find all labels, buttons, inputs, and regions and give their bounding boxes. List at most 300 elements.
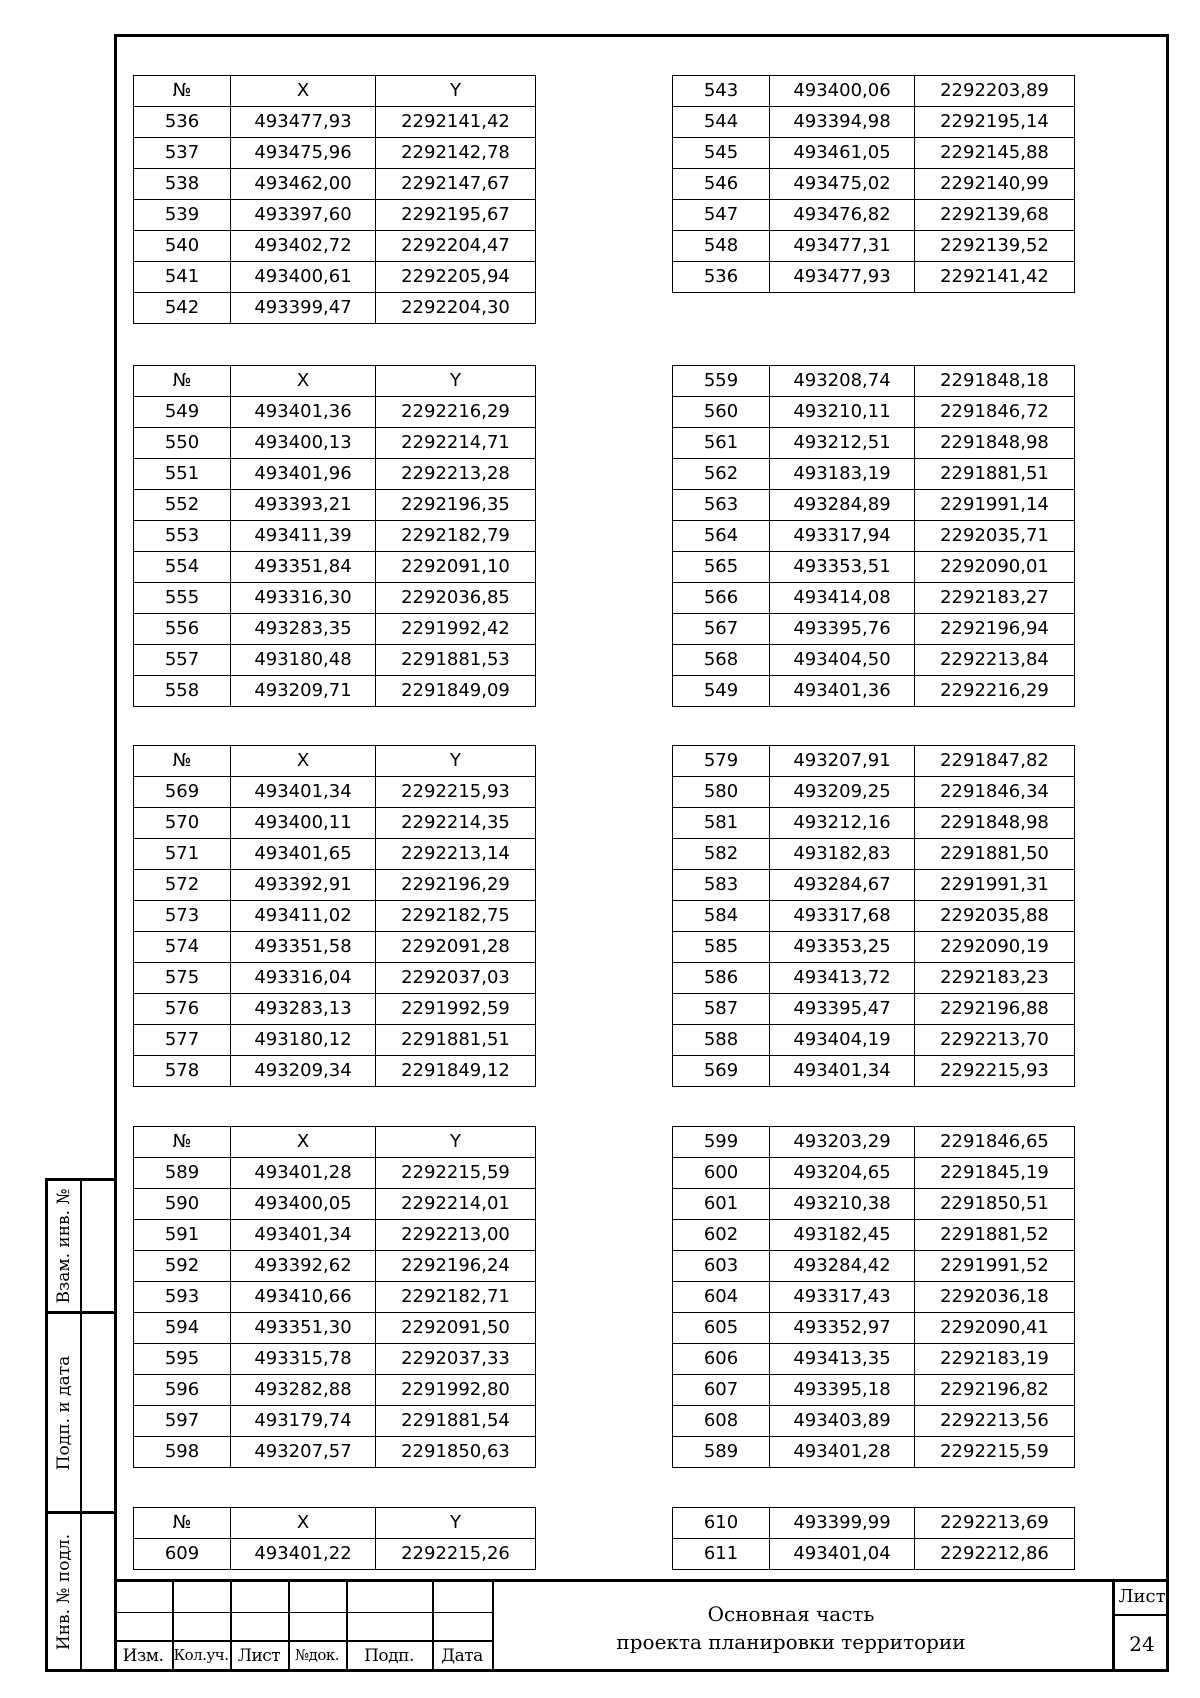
point-number: 606 — [673, 1344, 770, 1375]
table-row — [134, 1251, 536, 1282]
x-coordinate: 493395,76 — [770, 614, 915, 645]
table-row — [673, 1406, 1075, 1437]
table-row — [134, 293, 536, 324]
sheet-box — [1112, 1582, 1169, 1672]
y-coordinate: 2292091,28 — [376, 932, 536, 963]
x-coordinate: 493401,04 — [770, 1539, 915, 1570]
x-coordinate: 493401,28 — [231, 1158, 376, 1189]
x-coordinate: 493400,61 — [231, 262, 376, 293]
table-row — [134, 200, 536, 231]
table-header-row — [134, 76, 536, 107]
point-number: 568 — [673, 645, 770, 676]
point-number: 539 — [134, 200, 231, 231]
x-coordinate: 493316,04 — [231, 963, 376, 994]
table-row — [134, 1056, 536, 1087]
table-row — [673, 552, 1075, 583]
x-coordinate: 493400,05 — [231, 1189, 376, 1220]
table-row — [673, 994, 1075, 1025]
table-row — [673, 901, 1075, 932]
header-x: X — [231, 366, 376, 397]
coordinate-table-left — [133, 365, 536, 707]
x-coordinate: 493404,19 — [770, 1025, 915, 1056]
y-coordinate: 2292213,69 — [915, 1508, 1075, 1539]
x-coordinate: 493414,08 — [770, 583, 915, 614]
point-number: 577 — [134, 1025, 231, 1056]
table-row — [673, 366, 1075, 397]
table-row — [134, 583, 536, 614]
x-coordinate: 493212,16 — [770, 808, 915, 839]
x-coordinate: 493395,18 — [770, 1375, 915, 1406]
x-coordinate: 493392,91 — [231, 870, 376, 901]
y-coordinate: 2291881,51 — [376, 1025, 536, 1056]
x-coordinate: 493475,96 — [231, 138, 376, 169]
table-row — [673, 107, 1075, 138]
table-row — [673, 169, 1075, 200]
y-coordinate: 2292204,30 — [376, 293, 536, 324]
table-row — [134, 1313, 536, 1344]
table-row — [134, 490, 536, 521]
point-number: 572 — [134, 870, 231, 901]
table-row — [134, 1189, 536, 1220]
y-coordinate: 2292195,67 — [376, 200, 536, 231]
x-coordinate: 493411,02 — [231, 901, 376, 932]
point-number: 597 — [134, 1406, 231, 1437]
point-number: 607 — [673, 1375, 770, 1406]
point-number: 593 — [134, 1282, 231, 1313]
point-number: 569 — [134, 777, 231, 808]
x-coordinate: 493284,42 — [770, 1251, 915, 1282]
header-y: Y — [376, 746, 536, 777]
coordinate-table-right — [672, 365, 1075, 707]
header-num: № — [134, 76, 231, 107]
point-number: 570 — [134, 808, 231, 839]
table-row — [134, 994, 536, 1025]
x-coordinate: 493392,62 — [231, 1251, 376, 1282]
x-coordinate: 493476,82 — [770, 200, 915, 231]
table-row — [673, 932, 1075, 963]
y-coordinate: 2292182,71 — [376, 1282, 536, 1313]
y-coordinate: 2292203,89 — [915, 76, 1075, 107]
side-stamp-strip — [45, 1178, 114, 1672]
table-row — [134, 1437, 536, 1468]
stamp-col-podp: Подп. — [364, 1646, 414, 1666]
stamp-col-kolich: Кол.уч. — [173, 1646, 229, 1664]
x-coordinate: 493208,74 — [770, 366, 915, 397]
y-coordinate: 2292141,42 — [376, 107, 536, 138]
table-row — [134, 1406, 536, 1437]
y-coordinate: 2292139,52 — [915, 231, 1075, 262]
table-row — [134, 138, 536, 169]
table-header-row — [134, 1508, 536, 1539]
table-row — [673, 676, 1075, 707]
point-number: 557 — [134, 645, 231, 676]
x-coordinate: 493475,02 — [770, 169, 915, 200]
table-row — [673, 1025, 1075, 1056]
y-coordinate: 2292035,71 — [915, 521, 1075, 552]
y-coordinate: 2292036,85 — [376, 583, 536, 614]
table-row — [673, 1437, 1075, 1468]
table-row — [134, 932, 536, 963]
x-coordinate: 493399,99 — [770, 1508, 915, 1539]
y-coordinate: 2292183,23 — [915, 963, 1075, 994]
table-row — [673, 1220, 1075, 1251]
x-coordinate: 493401,96 — [231, 459, 376, 490]
table-row — [134, 676, 536, 707]
coordinate-table-right — [672, 1507, 1075, 1570]
y-coordinate: 2291881,52 — [915, 1220, 1075, 1251]
x-coordinate: 493401,34 — [231, 777, 376, 808]
table-row — [673, 1282, 1075, 1313]
x-coordinate: 493283,35 — [231, 614, 376, 645]
x-coordinate: 493403,89 — [770, 1406, 915, 1437]
table-row — [673, 645, 1075, 676]
header-y: Y — [376, 76, 536, 107]
point-number: 587 — [673, 994, 770, 1025]
table-header-row — [134, 746, 536, 777]
y-coordinate: 2292140,99 — [915, 169, 1075, 200]
table-row — [673, 583, 1075, 614]
table-row — [134, 839, 536, 870]
y-coordinate: 2291881,50 — [915, 839, 1075, 870]
point-number: 559 — [673, 366, 770, 397]
y-coordinate: 2292037,33 — [376, 1344, 536, 1375]
point-number: 543 — [673, 76, 770, 107]
point-number: 569 — [673, 1056, 770, 1087]
y-coordinate: 2291848,98 — [915, 808, 1075, 839]
table-row — [134, 1344, 536, 1375]
point-number: 537 — [134, 138, 231, 169]
point-number: 553 — [134, 521, 231, 552]
x-coordinate: 493179,74 — [231, 1406, 376, 1437]
point-number: 576 — [134, 994, 231, 1025]
point-number: 588 — [673, 1025, 770, 1056]
table-row — [134, 901, 536, 932]
table-row — [673, 1158, 1075, 1189]
y-coordinate: 2292141,42 — [915, 262, 1075, 293]
y-coordinate: 2292204,47 — [376, 231, 536, 262]
table-row — [673, 777, 1075, 808]
x-coordinate: 493207,57 — [231, 1437, 376, 1468]
x-coordinate: 493400,11 — [231, 808, 376, 839]
x-coordinate: 493182,83 — [770, 839, 915, 870]
y-coordinate: 2291881,53 — [376, 645, 536, 676]
table-row — [673, 614, 1075, 645]
point-number: 548 — [673, 231, 770, 262]
x-coordinate: 493461,05 — [770, 138, 915, 169]
stamp-col-data: Дата — [441, 1646, 483, 1666]
y-coordinate: 2291992,80 — [376, 1375, 536, 1406]
table-row — [673, 1508, 1075, 1539]
y-coordinate: 2292182,79 — [376, 521, 536, 552]
table-row — [673, 1313, 1075, 1344]
y-coordinate: 2292215,59 — [376, 1158, 536, 1189]
table-row — [673, 76, 1075, 107]
table-row — [673, 428, 1075, 459]
y-coordinate: 2292090,41 — [915, 1313, 1075, 1344]
y-coordinate: 2292182,75 — [376, 901, 536, 932]
table-row — [673, 262, 1075, 293]
x-coordinate: 493395,47 — [770, 994, 915, 1025]
point-number: 546 — [673, 169, 770, 200]
table-row — [134, 169, 536, 200]
table-row — [673, 397, 1075, 428]
x-coordinate: 493284,67 — [770, 870, 915, 901]
table-row — [134, 428, 536, 459]
y-coordinate: 2292213,70 — [915, 1025, 1075, 1056]
table-row — [673, 839, 1075, 870]
table-row — [134, 231, 536, 262]
point-number: 604 — [673, 1282, 770, 1313]
y-coordinate: 2292214,71 — [376, 428, 536, 459]
y-coordinate: 2292196,29 — [376, 870, 536, 901]
y-coordinate: 2292196,24 — [376, 1251, 536, 1282]
table-row — [134, 1158, 536, 1189]
y-coordinate: 2292196,88 — [915, 994, 1075, 1025]
x-coordinate: 493180,12 — [231, 1025, 376, 1056]
header-x: X — [231, 1127, 376, 1158]
x-coordinate: 493317,68 — [770, 901, 915, 932]
point-number: 561 — [673, 428, 770, 459]
point-number: 610 — [673, 1508, 770, 1539]
point-number: 574 — [134, 932, 231, 963]
table-row — [134, 645, 536, 676]
x-coordinate: 493204,65 — [770, 1158, 915, 1189]
y-coordinate: 2291846,72 — [915, 397, 1075, 428]
table-row — [134, 808, 536, 839]
x-coordinate: 493351,84 — [231, 552, 376, 583]
x-coordinate: 493404,50 — [770, 645, 915, 676]
x-coordinate: 493410,66 — [231, 1282, 376, 1313]
y-coordinate: 2291992,59 — [376, 994, 536, 1025]
point-number: 562 — [673, 459, 770, 490]
y-coordinate: 2292139,68 — [915, 200, 1075, 231]
sheet-label: Лист — [1118, 1586, 1166, 1607]
point-number: 601 — [673, 1189, 770, 1220]
y-coordinate: 2291881,51 — [915, 459, 1075, 490]
point-number: 538 — [134, 169, 231, 200]
header-num: № — [134, 366, 231, 397]
header-y: Y — [376, 366, 536, 397]
y-coordinate: 2291848,18 — [915, 366, 1075, 397]
x-coordinate: 493351,30 — [231, 1313, 376, 1344]
y-coordinate: 2292142,78 — [376, 138, 536, 169]
table-row — [673, 521, 1075, 552]
y-coordinate: 2292196,94 — [915, 614, 1075, 645]
table-row — [673, 1344, 1075, 1375]
title-block — [114, 1579, 1169, 1672]
x-coordinate: 493317,94 — [770, 521, 915, 552]
y-coordinate: 2291847,82 — [915, 746, 1075, 777]
point-number: 590 — [134, 1189, 231, 1220]
table-row — [134, 614, 536, 645]
y-coordinate: 2292183,19 — [915, 1344, 1075, 1375]
x-coordinate: 493203,29 — [770, 1127, 915, 1158]
y-coordinate: 2291846,65 — [915, 1127, 1075, 1158]
y-coordinate: 2291849,12 — [376, 1056, 536, 1087]
point-number: 578 — [134, 1056, 231, 1087]
table-row — [673, 459, 1075, 490]
document-title-line2: проекта планировки территории — [616, 1630, 966, 1654]
x-coordinate: 493283,13 — [231, 994, 376, 1025]
point-number: 566 — [673, 583, 770, 614]
x-coordinate: 493413,72 — [770, 963, 915, 994]
table-row — [134, 870, 536, 901]
point-number: 536 — [673, 262, 770, 293]
point-number: 605 — [673, 1313, 770, 1344]
y-coordinate: 2291846,34 — [915, 777, 1075, 808]
coordinate-table-right — [672, 75, 1075, 293]
point-number: 589 — [673, 1437, 770, 1468]
x-coordinate: 493315,78 — [231, 1344, 376, 1375]
side-label-podp: Подп. и дата — [54, 1355, 74, 1470]
table-row — [134, 777, 536, 808]
point-number: 560 — [673, 397, 770, 428]
point-number: 592 — [134, 1251, 231, 1282]
x-coordinate: 493401,36 — [770, 676, 915, 707]
y-coordinate: 2292037,03 — [376, 963, 536, 994]
table-row — [673, 138, 1075, 169]
table-row — [134, 1025, 536, 1056]
point-number: 573 — [134, 901, 231, 932]
y-coordinate: 2292213,14 — [376, 839, 536, 870]
point-number: 564 — [673, 521, 770, 552]
table-row — [673, 808, 1075, 839]
stamp-col-ndok: №док. — [294, 1646, 340, 1664]
x-coordinate: 493401,34 — [770, 1056, 915, 1087]
title-block-grid — [114, 1582, 494, 1672]
point-number: 542 — [134, 293, 231, 324]
header-num: № — [134, 1127, 231, 1158]
table-row — [134, 1539, 536, 1570]
table-row — [134, 963, 536, 994]
y-coordinate: 2291991,52 — [915, 1251, 1075, 1282]
x-coordinate: 493207,91 — [770, 746, 915, 777]
x-coordinate: 493282,88 — [231, 1375, 376, 1406]
header-x: X — [231, 1508, 376, 1539]
point-number: 555 — [134, 583, 231, 614]
x-coordinate: 493411,39 — [231, 521, 376, 552]
y-coordinate: 2292215,26 — [376, 1539, 536, 1570]
x-coordinate: 493353,25 — [770, 932, 915, 963]
header-num: № — [134, 746, 231, 777]
coordinate-table-left — [133, 1126, 536, 1468]
x-coordinate: 493183,19 — [770, 459, 915, 490]
x-coordinate: 493316,30 — [231, 583, 376, 614]
point-number: 580 — [673, 777, 770, 808]
x-coordinate: 493393,21 — [231, 490, 376, 521]
table-row — [134, 262, 536, 293]
y-coordinate: 2292212,86 — [915, 1539, 1075, 1570]
y-coordinate: 2291845,19 — [915, 1158, 1075, 1189]
table-row — [134, 1375, 536, 1406]
table-row — [673, 1189, 1075, 1220]
x-coordinate: 493209,71 — [231, 676, 376, 707]
coordinate-table-left — [133, 745, 536, 1087]
x-coordinate: 493401,65 — [231, 839, 376, 870]
stamp-col-izm: Изм. — [122, 1646, 164, 1666]
point-number: 558 — [134, 676, 231, 707]
y-coordinate: 2292215,93 — [376, 777, 536, 808]
header-x: X — [231, 76, 376, 107]
y-coordinate: 2291849,09 — [376, 676, 536, 707]
x-coordinate: 493401,22 — [231, 1539, 376, 1570]
table-row — [673, 963, 1075, 994]
x-coordinate: 493477,93 — [770, 262, 915, 293]
table-row — [673, 200, 1075, 231]
y-coordinate: 2292196,82 — [915, 1375, 1075, 1406]
point-number: 583 — [673, 870, 770, 901]
document-title — [496, 1600, 1086, 1656]
point-number: 545 — [673, 138, 770, 169]
header-y: Y — [376, 1508, 536, 1539]
point-number: 585 — [673, 932, 770, 963]
table-row — [134, 397, 536, 428]
y-coordinate: 2292215,59 — [915, 1437, 1075, 1468]
table-row — [673, 1539, 1075, 1570]
x-coordinate: 493401,28 — [770, 1437, 915, 1468]
document-title-line1: Основная часть — [707, 1602, 875, 1626]
coordinate-table-right — [672, 1126, 1075, 1468]
y-coordinate: 2292214,35 — [376, 808, 536, 839]
point-number: 549 — [134, 397, 231, 428]
table-row — [673, 1251, 1075, 1282]
y-coordinate: 2292195,14 — [915, 107, 1075, 138]
table-row — [134, 1282, 536, 1313]
side-cell-podp — [48, 1314, 114, 1514]
y-coordinate: 2292145,88 — [915, 138, 1075, 169]
table-row — [673, 746, 1075, 777]
point-number: 584 — [673, 901, 770, 932]
table-row — [134, 552, 536, 583]
y-coordinate: 2292091,10 — [376, 552, 536, 583]
x-coordinate: 493400,13 — [231, 428, 376, 459]
point-number: 536 — [134, 107, 231, 138]
point-number: 582 — [673, 839, 770, 870]
x-coordinate: 493400,06 — [770, 76, 915, 107]
point-number: 556 — [134, 614, 231, 645]
table-row — [134, 521, 536, 552]
x-coordinate: 493402,72 — [231, 231, 376, 262]
header-y: Y — [376, 1127, 536, 1158]
point-number: 579 — [673, 746, 770, 777]
y-coordinate: 2292213,28 — [376, 459, 536, 490]
y-coordinate: 2292216,29 — [376, 397, 536, 428]
y-coordinate: 2292213,84 — [915, 645, 1075, 676]
table-row — [134, 107, 536, 138]
point-number: 551 — [134, 459, 231, 490]
header-x: X — [231, 746, 376, 777]
x-coordinate: 493413,35 — [770, 1344, 915, 1375]
x-coordinate: 493477,93 — [231, 107, 376, 138]
x-coordinate: 493284,89 — [770, 490, 915, 521]
coordinate-table-left — [133, 75, 536, 324]
point-number: 563 — [673, 490, 770, 521]
y-coordinate: 2292090,01 — [915, 552, 1075, 583]
x-coordinate: 493351,58 — [231, 932, 376, 963]
x-coordinate: 493401,34 — [231, 1220, 376, 1251]
point-number: 600 — [673, 1158, 770, 1189]
x-coordinate: 493209,34 — [231, 1056, 376, 1087]
y-coordinate: 2292035,88 — [915, 901, 1075, 932]
y-coordinate: 2292205,94 — [376, 262, 536, 293]
table-header-row — [134, 1127, 536, 1158]
point-number: 575 — [134, 963, 231, 994]
x-coordinate: 493317,43 — [770, 1282, 915, 1313]
x-coordinate: 493182,45 — [770, 1220, 915, 1251]
point-number: 581 — [673, 808, 770, 839]
point-number: 565 — [673, 552, 770, 583]
x-coordinate: 493353,51 — [770, 552, 915, 583]
